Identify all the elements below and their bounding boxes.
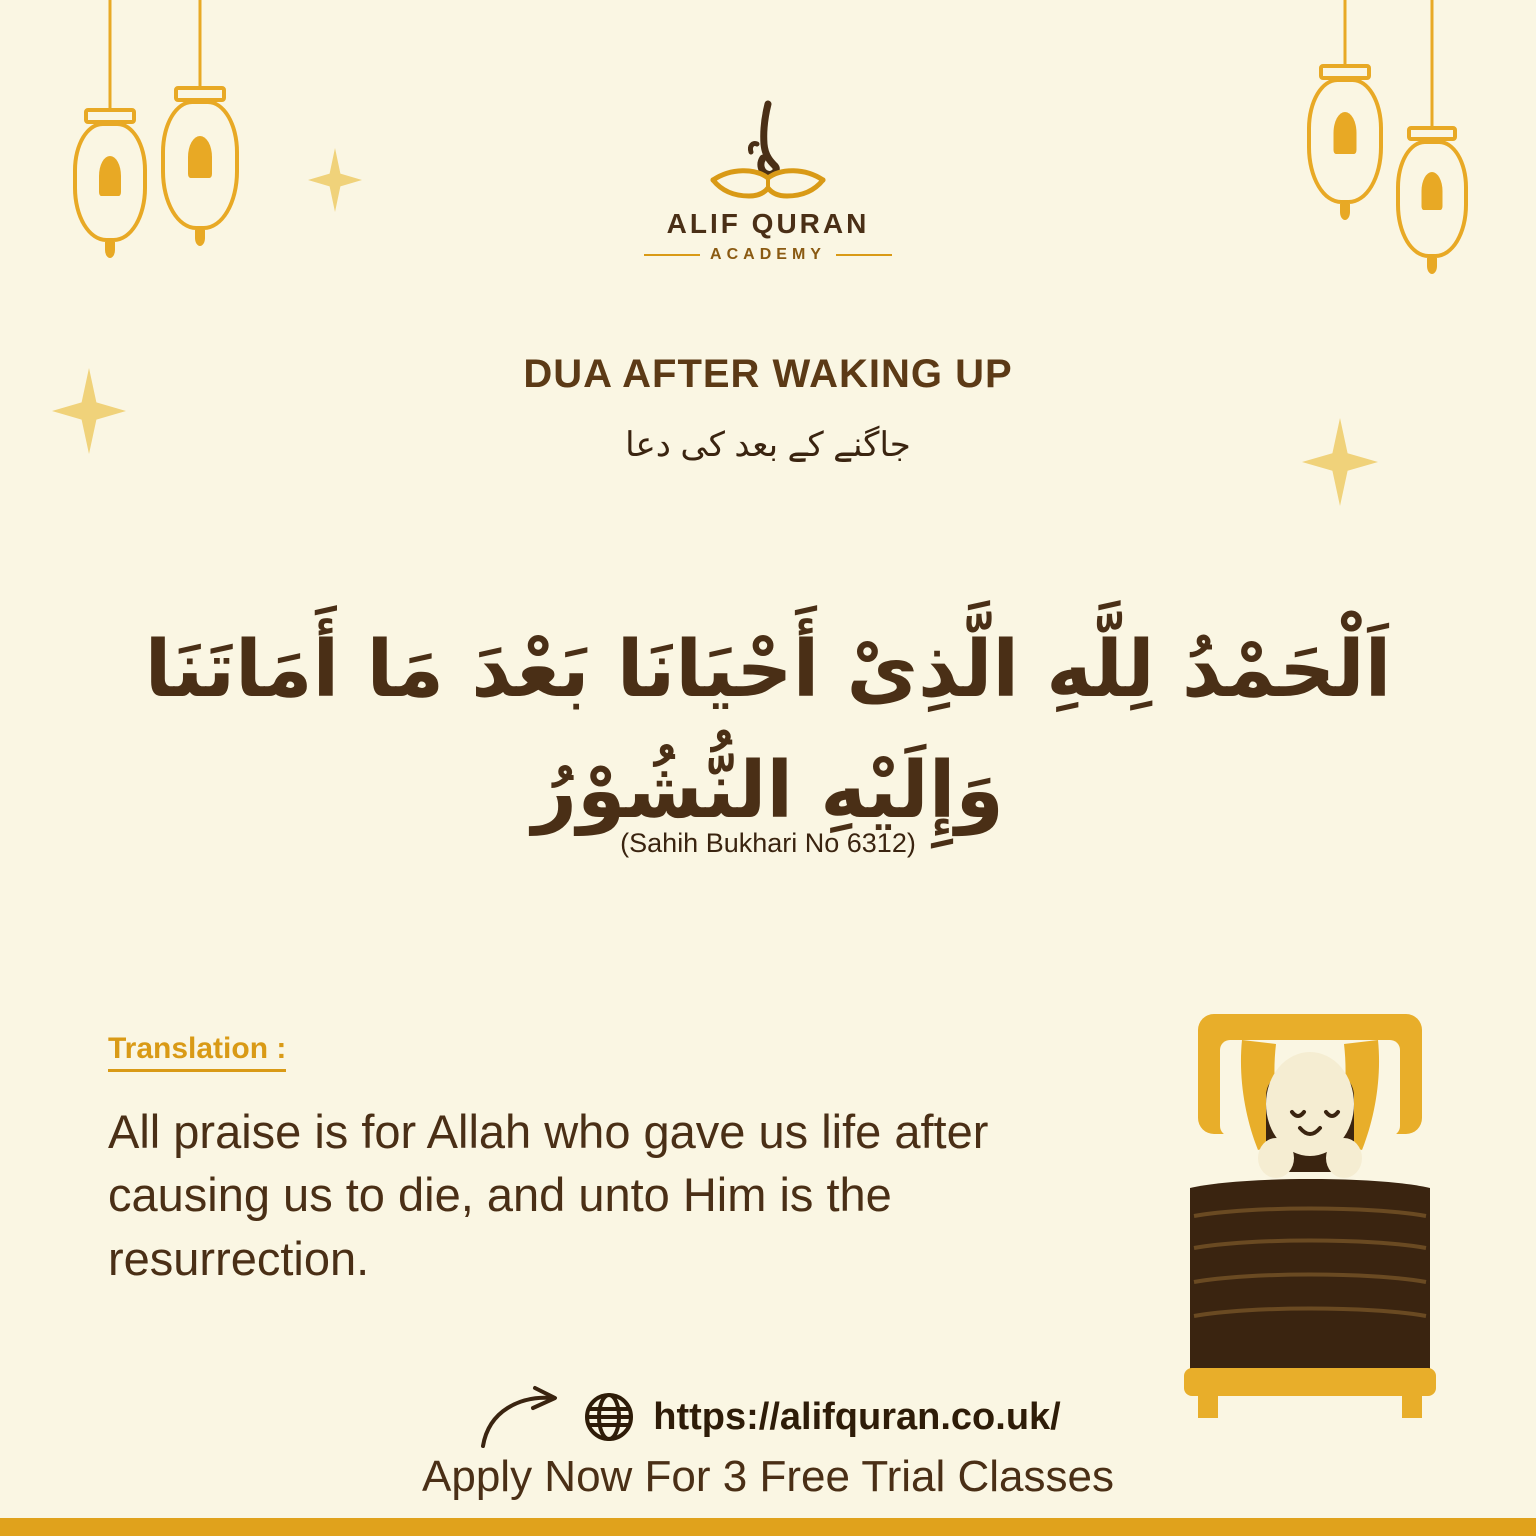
- dua-reference: (Sahih Bukhari No 6312): [620, 828, 916, 858]
- logo-divider-right: [836, 254, 892, 256]
- globe-icon: [583, 1391, 635, 1443]
- page-title: DUA AFTER WAKING UP: [523, 352, 1013, 396]
- brand-sub: ACADEMY: [710, 246, 826, 263]
- brand-logo: [0, 96, 1536, 264]
- quran-book-alif-logo-icon: [693, 96, 843, 206]
- cta-text: Apply Now For 3 Free Trial Classes: [422, 1452, 1114, 1501]
- logo-divider-left: [644, 254, 700, 256]
- bottom-accent-bar: [0, 1518, 1536, 1536]
- curved-arrow-icon: [475, 1384, 565, 1450]
- translation-text: All praise is for Allah who gave us life after causing us to die, and unto Him is the resurrection.: [108, 1105, 989, 1285]
- page-title-urdu: جاگنے کے بعد کی دعا: [625, 426, 911, 464]
- website-url[interactable]: https://alifquran.co.uk/: [653, 1395, 1061, 1438]
- footer-link-row[interactable]: [0, 1384, 1536, 1450]
- brand-name: ALIF QURAN: [666, 208, 870, 239]
- dua-arabic-text: اَلْحَمْدُ لِلَّهِ الَّذِىْ أَحْيَانَا بَعْدَ مَا أَمَاتَنَا وَإِلَيْهِ النُّشُوْرُ: [144, 625, 1392, 836]
- translation-label: Translation :: [108, 1032, 286, 1072]
- person-waking-up-in-bed-illustration: [1180, 1000, 1440, 1420]
